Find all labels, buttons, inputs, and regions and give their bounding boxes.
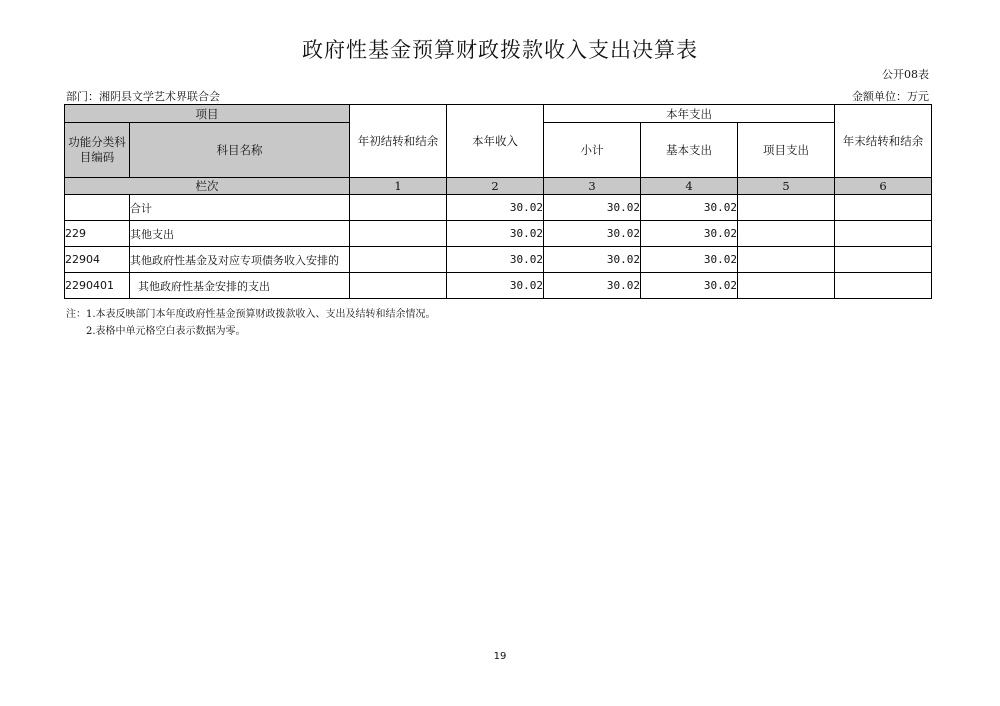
- budget-table: [64, 104, 932, 299]
- header-subtotal: 小计: [544, 123, 641, 178]
- cell-name: 其他政府性基金安排的支出: [130, 273, 350, 299]
- header-project: 项目支出: [738, 123, 835, 178]
- cell-code: 229: [65, 221, 130, 247]
- cell-opening: [350, 221, 447, 247]
- cell-income: 30.02: [447, 247, 544, 273]
- header-expenditure: 本年支出: [544, 105, 835, 123]
- page-number: 19: [493, 651, 507, 662]
- note-item: 2.表格中单元格空白表示数据为零。: [86, 326, 246, 337]
- cell-project: [738, 273, 835, 299]
- cell-income: 30.02: [447, 195, 544, 221]
- table-row: [65, 221, 932, 247]
- col-num: 2: [447, 178, 544, 195]
- notes: [66, 306, 436, 340]
- cell-subtotal: 30.02: [544, 273, 641, 299]
- header-closing-balance: 年末结转和结余: [835, 105, 932, 178]
- cell-basic: 30.02: [641, 195, 738, 221]
- cell-basic: 30.02: [641, 273, 738, 299]
- cell-name: 其他支出: [130, 221, 350, 247]
- cell-income: 30.02: [447, 273, 544, 299]
- cell-closing: [835, 195, 932, 221]
- cell-income: 30.02: [447, 221, 544, 247]
- cell-project: [738, 221, 835, 247]
- cell-basic: 30.02: [641, 221, 738, 247]
- cell-code: [65, 195, 130, 221]
- header-opening-balance: 年初结转和结余: [350, 105, 447, 178]
- unit-label: 金额单位：万元: [852, 90, 929, 103]
- header-col-index: 栏次: [65, 178, 350, 195]
- col-num: 5: [738, 178, 835, 195]
- col-num: 4: [641, 178, 738, 195]
- cell-closing: [835, 247, 932, 273]
- header-item: 项目: [65, 105, 350, 123]
- header-basic: 基本支出: [641, 123, 738, 178]
- table-row: [65, 247, 932, 273]
- header-income: 本年收入: [447, 105, 544, 178]
- table-row: [65, 195, 932, 221]
- note-item: 注：1.本表反映部门本年度政府性基金预算财政拨款收入、支出及结转和结余情况。: [66, 309, 436, 320]
- cell-subtotal: 30.02: [544, 195, 641, 221]
- cell-code: 2290401: [65, 273, 130, 299]
- cell-closing: [835, 221, 932, 247]
- col-num: 3: [544, 178, 641, 195]
- cell-code: 22904: [65, 247, 130, 273]
- cell-opening: [350, 195, 447, 221]
- cell-opening: [350, 273, 447, 299]
- col-num: 6: [835, 178, 932, 195]
- table-row: [65, 273, 932, 299]
- form-code: 公开08表: [882, 68, 929, 81]
- cell-basic: 30.02: [641, 247, 738, 273]
- cell-subtotal: 30.02: [544, 247, 641, 273]
- header-subject-name: 科目名称: [130, 123, 350, 178]
- cell-subtotal: 30.02: [544, 221, 641, 247]
- cell-project: [738, 195, 835, 221]
- header-func-code: 功能分类科目编码: [65, 123, 130, 178]
- department-label: 部门：湘阴县文学艺术界联合会: [66, 90, 220, 103]
- cell-opening: [350, 247, 447, 273]
- cell-name: 合计: [130, 195, 350, 221]
- col-num: 1: [350, 178, 447, 195]
- cell-closing: [835, 273, 932, 299]
- cell-name: 其他政府性基金及对应专项债务收入安排的: [130, 247, 350, 273]
- page-title: 政府性基金预算财政拨款收入支出决算表: [302, 38, 698, 62]
- cell-project: [738, 247, 835, 273]
